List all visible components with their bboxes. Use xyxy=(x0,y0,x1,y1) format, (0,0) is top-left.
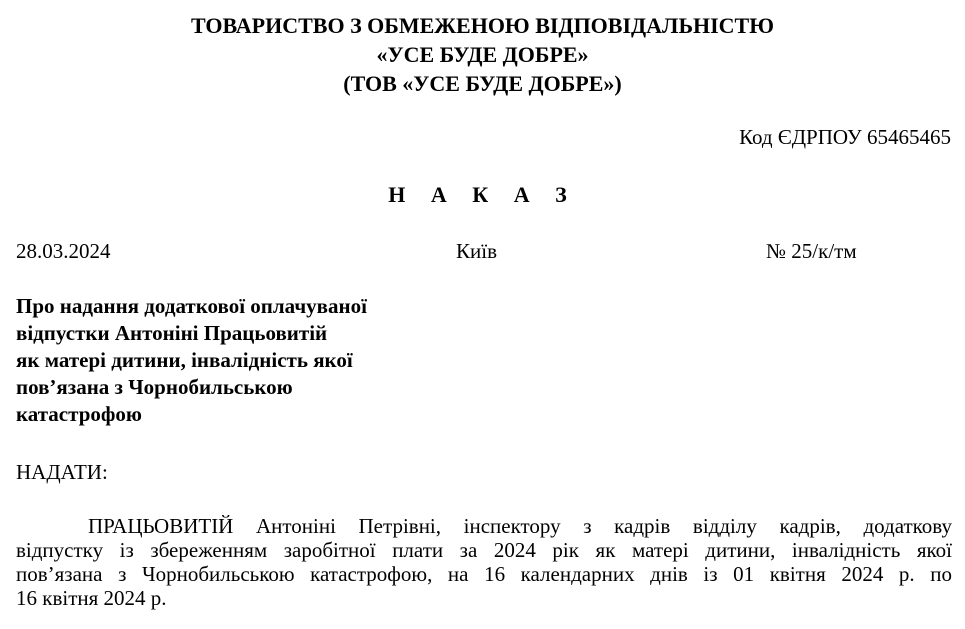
order-body-paragraph xyxy=(16,514,952,610)
document-title: Н А К А З xyxy=(388,182,577,207)
order-subject xyxy=(16,293,367,428)
edrpou-code: Код ЄДРПОУ 65465465 xyxy=(739,125,951,149)
body-line: ПРАЦЬОВИТІЙ Антоніні Петрівні, інспектору з кадрів відділу кадрів, додаткову xyxy=(88,514,952,538)
company-short-name: (ТОВ «УСЕ БУДЕ ДОБРЕ») xyxy=(343,71,622,96)
subject-line: катастрофою xyxy=(16,402,142,426)
document-date: 28.03.2024 xyxy=(16,239,111,263)
body-line: відпустку із збереженням заробітної плати за 2024 рік як матері дитини, інвалідність якої xyxy=(16,538,952,562)
body-line: 16 квітня 2024 р. xyxy=(16,586,167,610)
subject-line: відпустки Антоніні Працьовитій xyxy=(16,321,328,345)
subject-line: Про надання додаткової оплачуваної xyxy=(16,294,367,318)
company-header xyxy=(0,11,965,98)
order-verb: НАДАТИ: xyxy=(16,460,108,484)
document-number: № 25/к/тм xyxy=(766,239,857,263)
company-name-quoted: «УСЕ БУДЕ ДОБРЕ» xyxy=(376,42,589,67)
subject-line: як матері дитини, інвалідність якої xyxy=(16,348,353,372)
document-city: Київ xyxy=(456,239,497,263)
company-full-name: ТОВАРИСТВО З ОБМЕЖЕНОЮ ВІДПОВІДАЛЬНІСТЮ xyxy=(191,13,774,38)
body-line: пов’язана з Чорнобильською катастрофою, на 16 календарних днів із 01 квітня 2024 р. по xyxy=(16,562,952,586)
subject-line: пов’язана з Чорнобильською xyxy=(16,375,293,399)
